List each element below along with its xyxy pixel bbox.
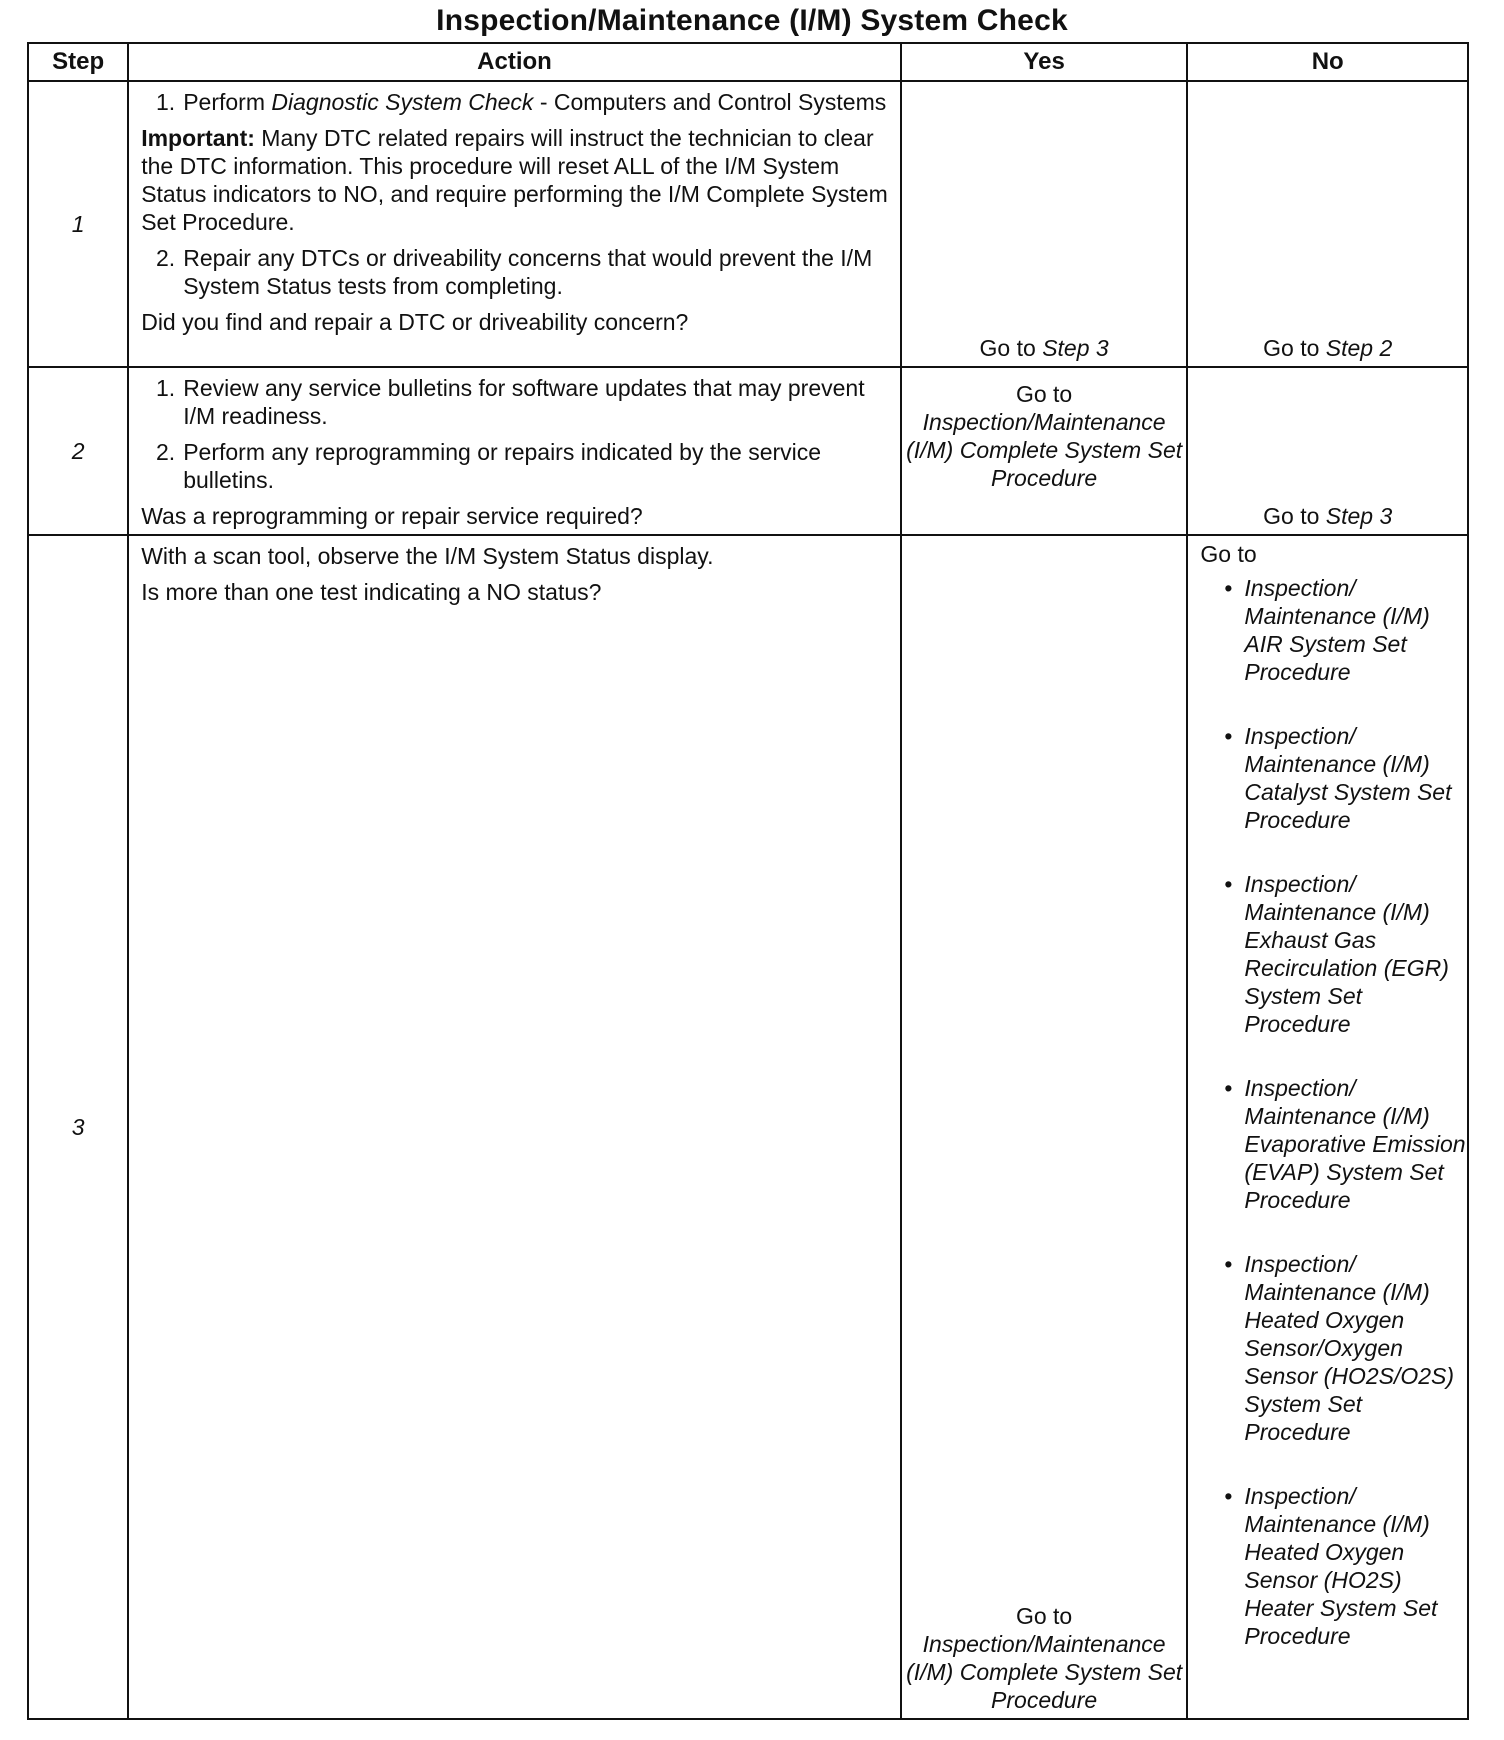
egr-system-set-procedure-link[interactable]: Inspection/ Maintenance (I/M) Exhaust Gas Recirculation (EGR) System Set Procedure xyxy=(1244,871,1449,1037)
step-number: 2 xyxy=(28,367,128,535)
step-3-link[interactable]: Step 3 xyxy=(1042,335,1109,361)
important-note xyxy=(141,124,890,236)
header-no: No xyxy=(1187,43,1468,81)
diagnostic-system-check-link[interactable]: Diagnostic System Check xyxy=(271,89,534,115)
step-row-3 xyxy=(28,535,1468,1719)
action-list-item xyxy=(141,88,890,116)
header-action: Action xyxy=(128,43,901,81)
list-text xyxy=(183,88,890,116)
question-text: Did you find and repair a DTC or driveability concern? xyxy=(141,309,689,335)
action-list-item xyxy=(141,374,890,430)
important-text: Many DTC related repairs will instruct the technician to clear the DTC information. This procedure will reset ALL of the I/M System Status indicators to NO, and require performing the I/M Complete System Set Procedure. xyxy=(141,125,888,235)
no-list-item xyxy=(1188,1482,1467,1650)
step-2-link[interactable]: Step 2 xyxy=(1325,335,1393,361)
list-text: Repair any DTCs or driveability concerns that would prevent the I/M System Status tests from completing. xyxy=(183,245,873,299)
step-3-link[interactable]: Step 3 xyxy=(1325,503,1393,529)
table-header-row xyxy=(28,43,1468,81)
goto-prefix: Go to xyxy=(979,335,1043,361)
no-list-item xyxy=(1188,722,1467,834)
no-list-item xyxy=(1188,1250,1467,1446)
list-number: 1. xyxy=(156,375,176,401)
text-fragment: - Computers and Control Systems xyxy=(533,89,887,115)
ho2s-o2s-system-set-procedure-link[interactable]: Inspection/ Maintenance (I/M) Heated Oxygen Sensor/Oxygen Sensor (HO2S/O2S) System Set Procedure xyxy=(1244,1251,1455,1445)
no-cell xyxy=(1187,81,1468,367)
list-number: 2. xyxy=(156,439,176,465)
header-step: Step xyxy=(28,43,128,81)
goto-prefix: Go to xyxy=(1200,541,1257,567)
action-cell xyxy=(128,367,901,535)
text-fragment: Perform xyxy=(183,89,272,115)
page-title: Inspection/Maintenance (I/M) System Check xyxy=(436,4,1068,37)
action-list-item xyxy=(141,244,890,300)
yes-goto xyxy=(902,1602,1187,1714)
goto-prefix: Go to xyxy=(1263,503,1326,529)
step-number: 3 xyxy=(28,535,128,1719)
action-list-item xyxy=(141,438,890,494)
step-number: 1 xyxy=(28,81,128,367)
list-text: Perform any reprogramming or repairs indicated by the service bulletins. xyxy=(183,439,822,493)
catalyst-system-set-procedure-link[interactable]: Inspection/ Maintenance (I/M) Catalyst System Set Procedure xyxy=(1244,723,1452,833)
question-text: Was a reprogramming or repair service required? xyxy=(141,503,643,529)
list-number: 1. xyxy=(156,89,176,115)
action-cell xyxy=(128,535,901,1719)
no-cell xyxy=(1187,535,1468,1719)
im-complete-system-set-procedure-link[interactable]: Inspection/Maintenance (I/M) Complete System Set Procedure xyxy=(906,1631,1183,1713)
bullet: • xyxy=(1224,1251,1233,1277)
goto-prefix: Go to xyxy=(1015,1603,1073,1629)
step-row-1 xyxy=(28,81,1468,367)
air-system-set-procedure-link[interactable]: Inspection/ Maintenance (I/M) AIR System Set Procedure xyxy=(1244,575,1430,685)
bullet: • xyxy=(1224,723,1233,749)
yes-cell xyxy=(901,367,1188,535)
no-cell xyxy=(1187,367,1468,535)
no-goto xyxy=(1188,502,1467,530)
goto-prefix: Go to xyxy=(1263,335,1326,361)
question-text: Is more than one test indicating a NO status? xyxy=(141,579,602,605)
goto-prefix: Go to xyxy=(1015,381,1073,407)
ho2s-heater-system-set-procedure-link[interactable]: Inspection/ Maintenance (I/M) Heated Oxygen Sensor (HO2S) Heater System Set Procedure xyxy=(1244,1483,1438,1649)
list-text: Review any service bulletins for software updates that may prevent I/M readiness. xyxy=(183,375,865,429)
bullet: • xyxy=(1224,1075,1233,1101)
yes-cell xyxy=(901,535,1188,1719)
evap-system-set-procedure-link[interactable]: Inspection/ Maintenance (I/M) Evaporative Emission (EVAP) System Set Procedure xyxy=(1244,1075,1466,1213)
no-goto xyxy=(1188,334,1467,362)
no-list-item xyxy=(1188,574,1467,686)
system-check-table xyxy=(27,42,1469,1720)
yes-goto xyxy=(902,334,1187,362)
important-label: Important: xyxy=(141,125,255,151)
action-text: With a scan tool, observe the I/M System Status display. xyxy=(141,543,714,569)
step-row-2 xyxy=(28,367,1468,535)
im-complete-system-set-procedure-link[interactable]: Inspection/Maintenance (I/M) Complete System Set Procedure xyxy=(906,409,1183,491)
list-number: 2. xyxy=(156,245,176,271)
bullet: • xyxy=(1224,575,1233,601)
header-yes: Yes xyxy=(901,43,1188,81)
action-cell xyxy=(128,81,901,367)
no-list-item xyxy=(1188,1074,1467,1214)
yes-cell xyxy=(901,81,1188,367)
no-list-item xyxy=(1188,870,1467,1038)
yes-goto xyxy=(902,368,1187,492)
bullet: • xyxy=(1224,871,1233,897)
bullet: • xyxy=(1224,1483,1233,1509)
